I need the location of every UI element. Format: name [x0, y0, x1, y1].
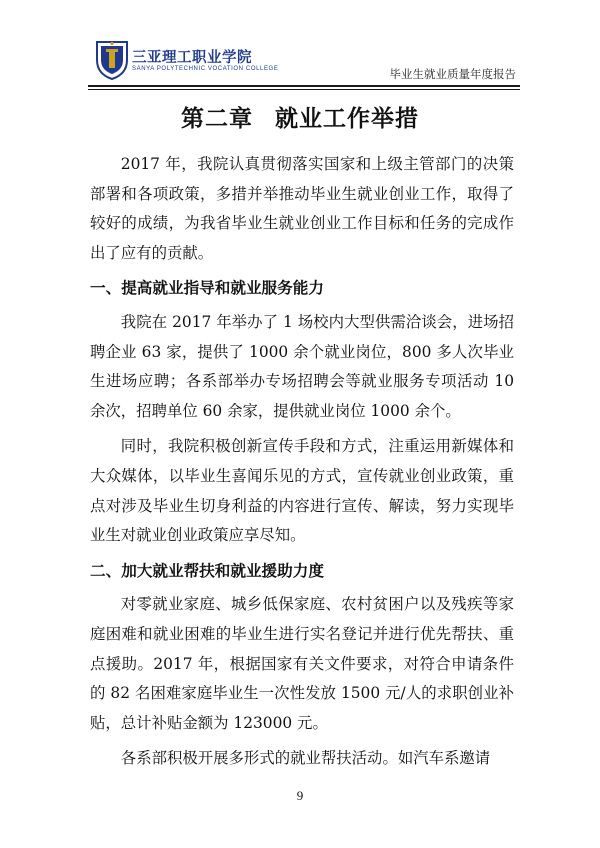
college-seal-icon: [94, 38, 130, 80]
header-rule-thick: [88, 85, 520, 87]
college-name-en: SANYA POLYTECHNIC VOCATION COLLEGE: [132, 66, 279, 72]
college-logo: [90, 38, 279, 86]
body-paragraph: 我院在 2017 年举办了 1 场校内大型供需洽谈会，进场招聘企业 63 家，提供了 1000 余个就业岗位，800 多人次毕业生进场应聘；各系部举办专场招聘会等就业服务专项活动 10 余次，招聘单位 60 余家，提供就业岗位 1000 余个。: [90, 312, 514, 420]
chapter-body: [90, 150, 514, 780]
body-paragraph: 对零就业家庭、城乡低保家庭、农村贫困户以及残疾等家庭困难和就业困难的毕业生进行实名登记并进行优先帮扶、重点援助。2017 年，根据国家有关文件要求，对符合申请条件的 82 名困难家庭毕业生一次性发放 1500 元/人的求职创业补贴，总计补贴金额为 123000 元。: [90, 595, 514, 732]
section-heading: 一、提高就业指导和就业服务能力: [90, 279, 324, 298]
body-paragraph: 同时，我院积极创新宣传手段和方式，注重运用新媒体和大众媒体，以毕业生喜闻乐见的方式，宣传就业创业政策，重点对涉及毕业生切身利益的内容进行宣传、解读，努力实现毕业生对就业创业政策应享尽知。: [90, 437, 514, 545]
header-rule-thin: [88, 89, 520, 90]
report-title: 毕业生就业质量年度报告: [389, 67, 516, 81]
page-number: 9: [296, 788, 304, 803]
section-heading: 二、加大就业帮扶和就业援助力度: [90, 561, 324, 580]
chapter-heading: [0, 100, 600, 133]
intro-paragraph: 2017 年，我院认真贯彻落实国家和上级主管部门的决策部署和各项政策，多措并举推动毕业生就业创业工作，取得了较好的成绩，为我省毕业生就业创业工作目标和任务的完成作出了应有的贡献。: [90, 155, 514, 262]
chapter-number: 第二章: [181, 105, 253, 132]
college-name-cn: 三亚理工职业学院: [132, 50, 252, 66]
body-paragraph: 各系部积极开展多形式的就业帮扶活动。如汽车系邀请: [120, 749, 491, 768]
page-header: [88, 36, 520, 92]
chapter-title: 就业工作举措: [275, 105, 419, 132]
